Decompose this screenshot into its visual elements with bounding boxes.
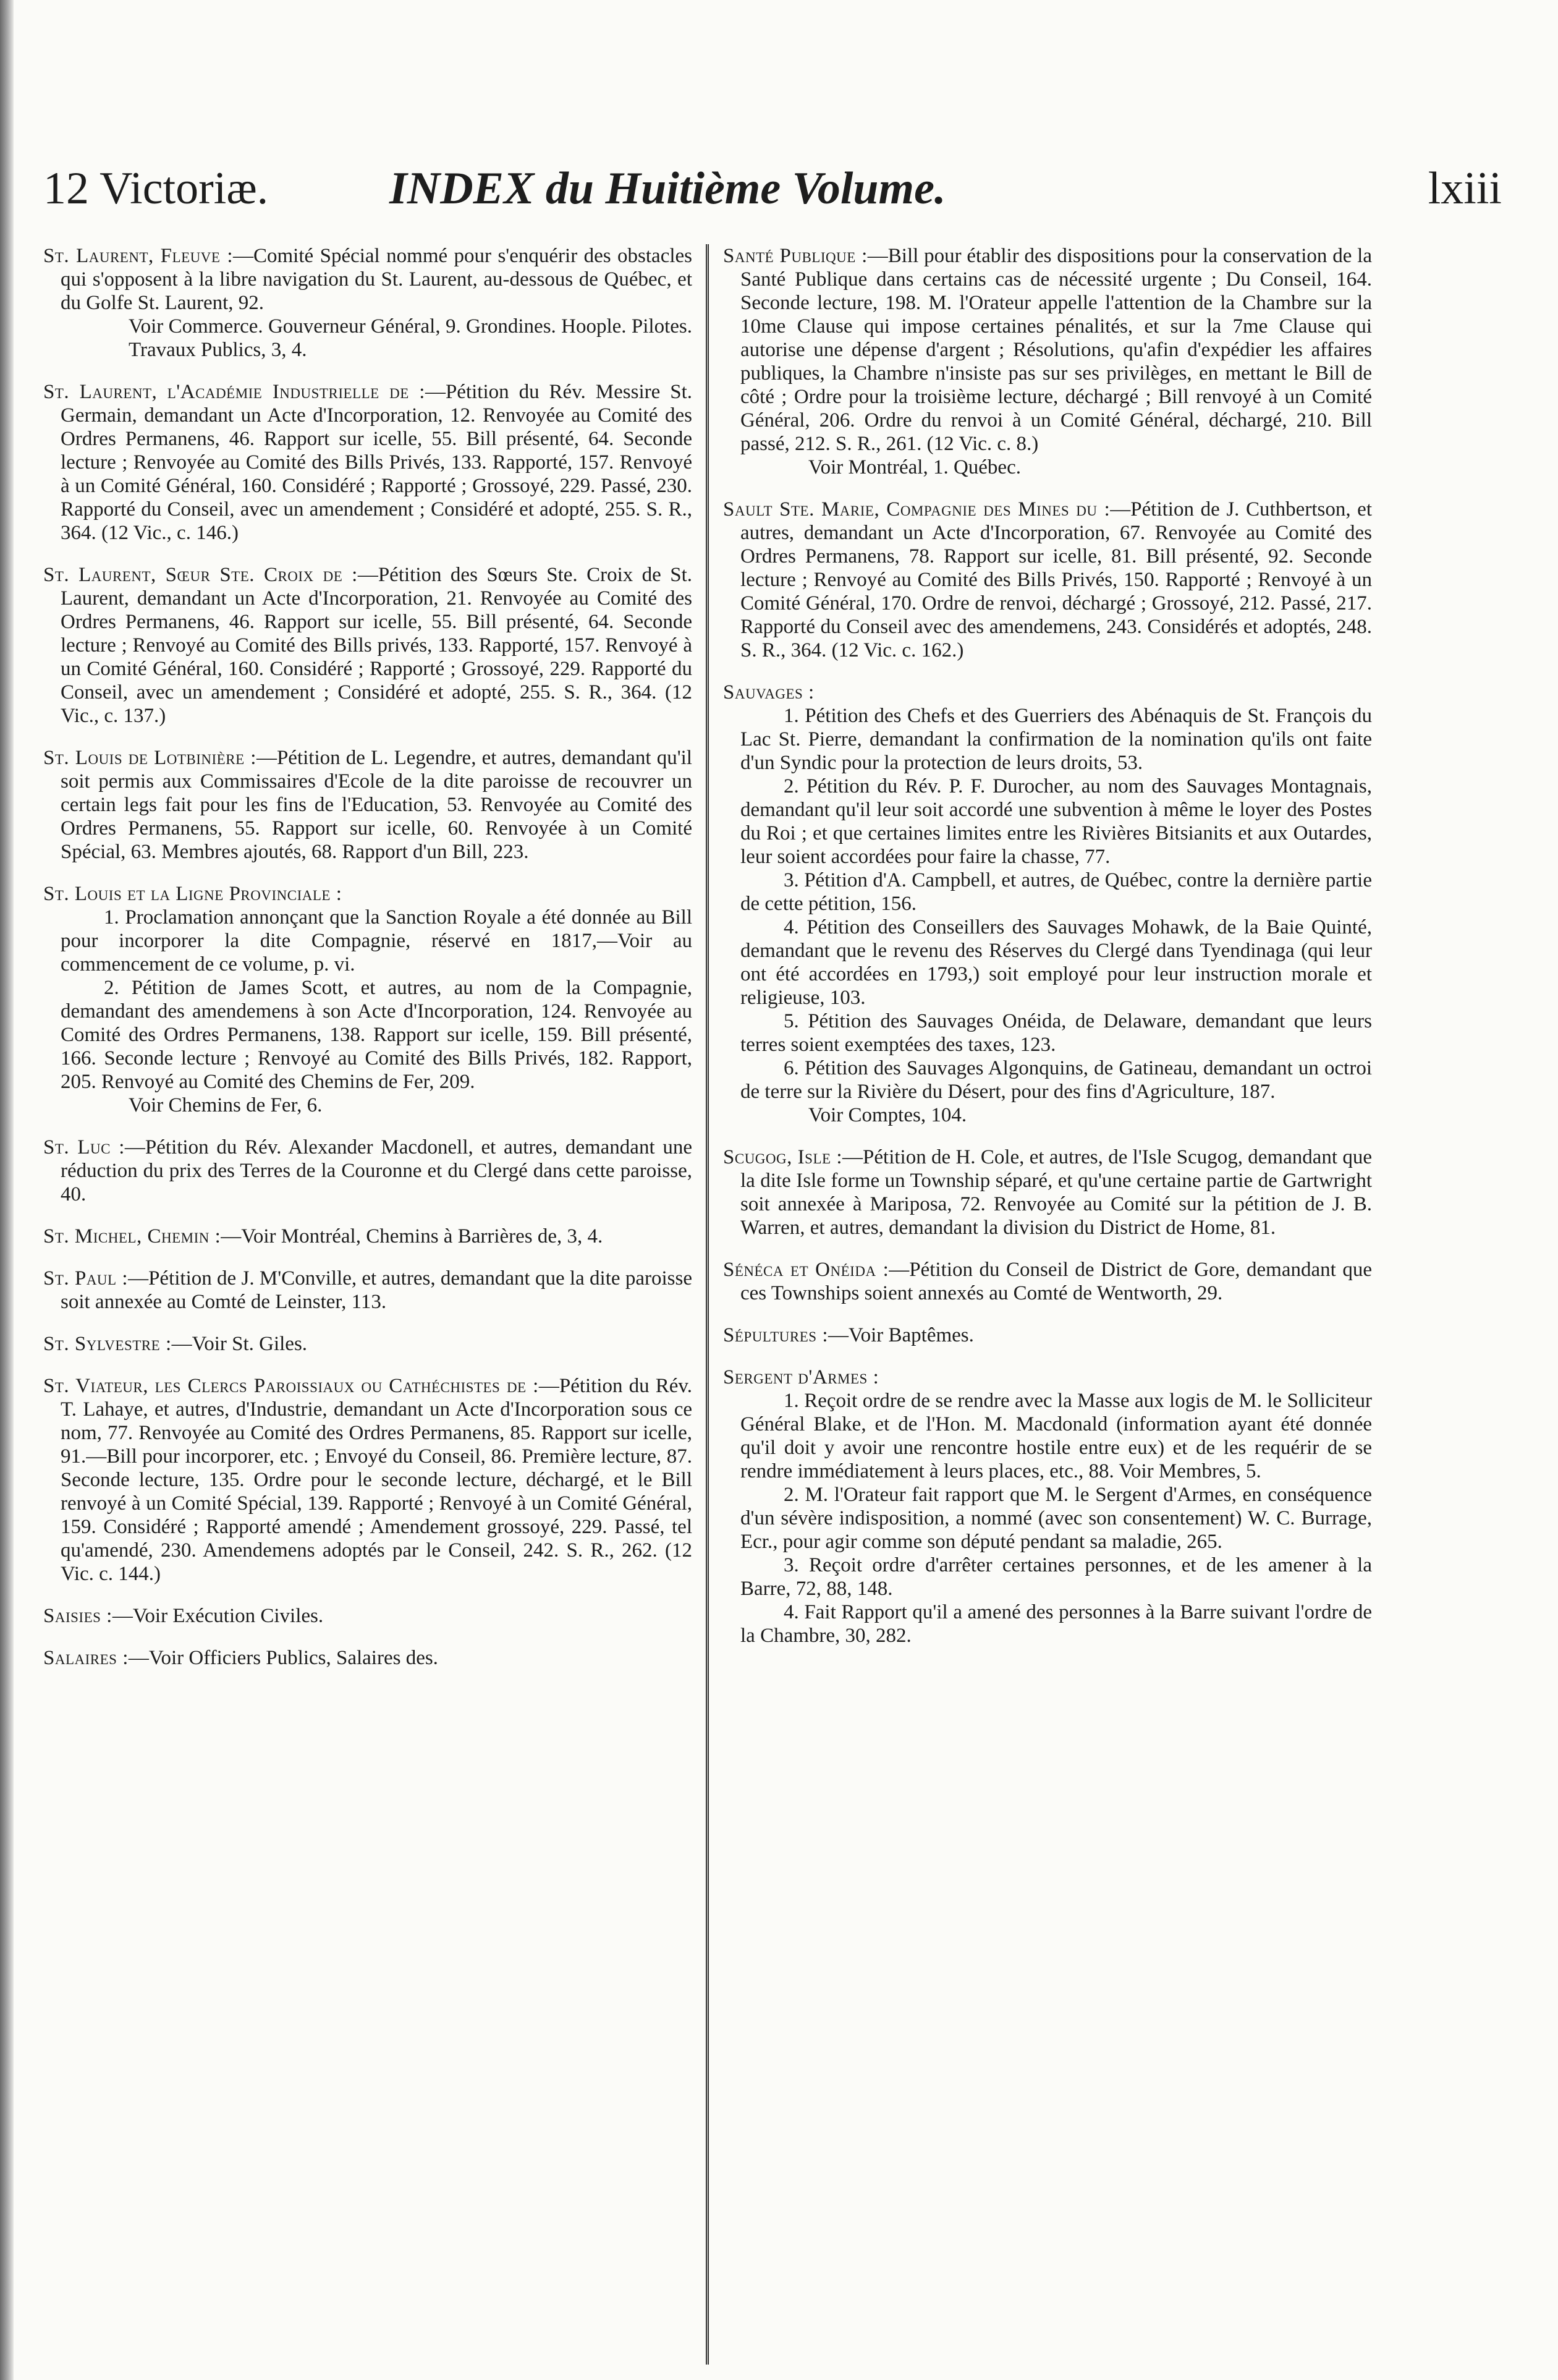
entry-heading: Sault Ste. Marie, Compagnie des Mines du :	[723, 498, 1111, 521]
entry-see-also: Voir Montréal, 1. Québec.	[808, 456, 1021, 478]
entry-body: —Pétition du Conseil de District de Gore, demandant que ces Townships soient annexés au Comté de Wentworth, 29.	[740, 1259, 1372, 1304]
left-column	[43, 244, 692, 1688]
index-entry	[43, 882, 692, 1117]
index-entry	[43, 380, 692, 545]
entry-sub-item: 4. Pétition des Conseillers des Sauvages Mohawk, de la Baie Quinté, demandant que le revenu des Réserves du Clergé dans Tyendinaga (qui leur ont été accordées en 1793,) soit employé pour leur instruction morale et religieuse, 103.	[740, 916, 1372, 1009]
entry-body: —Bill pour établir des dispositions pour la conservation de la Santé Publique dans certains cas de nécessité urgente ; Du Conseil, 164. Seconde lecture, 198. M. l'Orateur appelle l'attention de la Chambre sur la 10me Clause qui impose certaines pénalités, et sur la 7me Clause qui autorise une dépense d'argent ; Résolutions, qu'afin d'expédier les affaires publiques, la Chambre n'insiste pas sur ses privilèges, en mettant le Bill de côté ; Ordre pour la troisième lecture, déchargé ; Bill renvoyé à un Comité Général, 206. Ordre du renvoi à un Comité Général, déchargé, 210. Bill passé, 212. S. R., 261. (12 Vic. c. 8.)	[740, 245, 1372, 455]
entry-body: —Pétition de J. Cuthbertson, et autres, demandant un Acte d'Incorporation, 67. Renvoyée au Comité des Ordres Permanens, 78. Rapport sur icelle, 81. Bill présenté, 92. Seconde lecture ; Renvoyé au Comité des Bills Privés, 150. Rapporté ; Renvoyé à un Comité Général, 170. Ordre de renvoi, déchargé ; Grossoyé, 212. Passé, 217. Rapporté du Conseil avec des amendemens, 243. Considérés et adoptés, 248. S. R., 364. (12 Vic. c. 162.)	[740, 498, 1372, 661]
entry-body: —Voir St. Giles.	[171, 1333, 308, 1355]
entry-heading: St. Laurent, Fleuve :	[43, 245, 233, 267]
index-entry	[43, 244, 692, 362]
index-columns	[43, 244, 1502, 2371]
entry-heading: St. Louis de Lotbinière :	[43, 747, 256, 769]
entry-body: —Voir Baptêmes.	[828, 1324, 974, 1346]
entry-see-also: Voir Chemins de Fer, 6.	[129, 1094, 323, 1116]
entry-sub-item: 5. Pétition des Sauvages Onéida, de Delaware, demandant que leurs terres soient exemptées des taxes, 123.	[740, 1010, 1372, 1056]
index-entry	[723, 681, 1372, 1127]
entry-body: —Pétition des Sœurs Ste. Croix de St. Laurent, demandant un Acte d'Incorporation, 21. Renvoyée au Comité des Ordres Permanens, 46. Rapport sur icelle, 55. Bill présenté, 64. Seconde lecture ; Renvoyé au Comité des Bills privés, 133. Rapporté, 157. Renvoyé à un Comité Général, 160. Considéré ; Rapporté ; Grossoyé, 229. Rapporté du Conseil, avec un amendement ; Considéré et adopté, 255. S. R., 364. (12 Vic., c. 137.)	[61, 564, 692, 727]
entry-heading: Sauvages :	[723, 681, 815, 703]
entry-body: —Comité Spécial nommé pour s'enquérir des obstacles qui s'opposent à la libre navigation du St. Laurent, au-dessous de Québec, et du Golfe St. Laurent, 92.	[61, 245, 692, 314]
index-entry	[43, 1136, 692, 1206]
header-page-number: lxiii	[1428, 163, 1502, 214]
right-column	[723, 244, 1372, 1666]
entry-body: —Voir Officiers Publics, Salaires des.	[128, 1647, 438, 1669]
index-entry	[723, 1366, 1372, 1647]
entry-heading: Santé Publique :	[723, 245, 868, 267]
entry-body: —Pétition du Rév. Alexander Macdonell, et autres, demandant une réduction du prix des Terres de la Couronne et du Clergé dans cette paroisse, 40.	[61, 1136, 692, 1205]
entry-body: —Voir Exécution Civiles.	[112, 1605, 324, 1627]
index-entry	[723, 498, 1372, 662]
index-entry	[723, 244, 1372, 479]
index-entry	[43, 563, 692, 728]
entry-body: —Pétition de H. Cole, et autres, de l'Isle Scugog, demandant que la dite Isle forme un Township séparé, et qu'une certaine partie de Gartwright soit annexée à Mariposa, 72. Renvoyée au Comité sur la pétition de J. B. Warren, et autres, demandant la division du District de Home, 81.	[740, 1146, 1373, 1239]
page-header	[43, 158, 1502, 226]
index-entry	[723, 1324, 1372, 1347]
entry-heading: Scugog, Isle :	[723, 1146, 843, 1168]
entry-sub-item: 4. Fait Rapport qu'il a amené des personnes à la Barre suivant l'ordre de la Chambre, 30, 282.	[740, 1601, 1372, 1647]
header-session: 12 Victoriæ.	[43, 163, 269, 214]
entry-heading: Sépultures :	[723, 1324, 829, 1346]
index-entry	[43, 1332, 692, 1356]
column-divider	[706, 244, 709, 2365]
entry-body: —Pétition de L. Legendre, et autres, demandant qu'il soit permis aux Commissaires d'Ecole de la dite paroisse de recouvrer un certain legs fait pour les fins de l'Education, 53. Renvoyée au Comité des Ordres Permanens, 55. Rapport sur icelle, 60. Renvoyée à un Comité Spécial, 63. Membres ajoutés, 68. Rapport d'un Bill, 223.	[61, 747, 692, 863]
entry-body: —Voir Montréal, Chemins à Barrières de, 3, 4.	[221, 1225, 603, 1247]
entry-sub-item: 6. Pétition des Sauvages Algonquins, de Gatineau, demandant un octroi de terre sur la Rivière du Désert, pour des fins d'Agriculture, 187.	[740, 1057, 1372, 1103]
index-entry	[43, 1604, 692, 1628]
entry-heading: Sergent d'Armes :	[723, 1366, 879, 1388]
entry-heading: St. Paul :	[43, 1267, 129, 1290]
entry-body: —Pétition du Rév. Messire St. Germain, demandant un Acte d'Incorporation, 12. Renvoyée au Comité des Ordres Permanens, 46. Rapport sur icelle, 55. Bill présenté, 64. Seconde lecture ; Renvoyée au Comité des Bills Privés, 133. Rapporté, 157. Renvoyé à un Comité Général, 160. Considéré ; Rapporté ; Grossoyé, 229. Passé, 230. Rapporté du Conseil, avec un amendement ; Considéré et adopté, 255. S. R., 364. (12 Vic., c. 146.)	[61, 381, 692, 544]
index-entry	[43, 746, 692, 864]
index-entry	[43, 1374, 692, 1586]
entry-body: —Pétition de J. M'Conville, et autres, demandant que la dite paroisse soit annexée au Comté de Leinster, 113.	[61, 1267, 692, 1313]
index-entry	[723, 1258, 1372, 1305]
entry-heading: St. Sylvestre :	[43, 1333, 172, 1355]
entry-sub-item: 1. Reçoit ordre de se rendre avec la Masse aux logis de M. le Solliciteur Général Blake, et de l'Hon. M. Macdonald (information ayant été donnée qu'il doit y avoir une rencontre hostile entre eux) et de les requérir de se rendre immédiatement à leurs places, etc., 88. Voir Membres, 5.	[740, 1390, 1372, 1482]
index-entry	[43, 1267, 692, 1314]
entry-heading: Sénéca et Onéida :	[723, 1259, 889, 1281]
entry-heading: Salaires :	[43, 1647, 129, 1669]
entry-sub-item: 1. Pétition des Chefs et des Guerriers des Abénaquis de St. François du Lac St. Pierre, demandant la confirmation de la nomination qu'ils ont faite d'un Syndic pour la protection de leurs droits, 53.	[740, 705, 1372, 774]
entry-see-also: Voir Commerce. Gouverneur Général, 9. Grondines. Hoople. Pilotes. Travaux Publics, 3, 4.	[129, 315, 692, 361]
entry-heading: Saisies :	[43, 1605, 112, 1627]
entry-sub-item: 2. M. l'Orateur fait rapport que M. le Sergent d'Armes, en conséquence d'un sévère indisposition, a nommé (avec son consentement) W. C. Burrage, Ecr., pour agir comme son député pendant sa maladie, 265.	[740, 1484, 1372, 1553]
entry-sub-item: 2. Pétition de James Scott, et autres, au nom de la Compagnie, demandant des amendemens à son Acte d'Incorporation, 124. Renvoyée au Comité des Ordres Permanens, 138. Rapport sur icelle, 159. Bill présenté, 166. Seconde lecture ; Renvoyé au Comité des Bills Privés, 182. Rapport, 205. Renvoyé au Comité des Chemins de Fer, 209.	[61, 977, 692, 1093]
entry-heading: St. Viateur, les Clercs Paroissiaux ou Cathéchistes de :	[43, 1375, 539, 1397]
index-entry	[43, 1225, 692, 1248]
entry-sub-item: 2. Pétition du Rév. P. F. Durocher, au nom des Sauvages Montagnais, demandant qu'il leur soit accordé une subvention à même le loyer des Postes du Roi ; et que certaines limites entre les Rivières Bitsianits et aux Outardes, leur soient accordées pour faire la chasse, 77.	[740, 775, 1372, 868]
entry-see-also: Voir Comptes, 104.	[808, 1104, 967, 1126]
entry-heading: St. Louis et la Ligne Provinciale :	[43, 883, 342, 905]
book-spine-edge	[0, 0, 14, 2380]
index-page	[43, 0, 1514, 2380]
index-entry	[723, 1145, 1372, 1239]
header-title: INDEX du Huitième Volume.	[389, 163, 946, 214]
entry-body: —Pétition du Rév. T. Lahaye, et autres, d'Industrie, demandant un Acte d'Incorporation sous ce nom, 77. Renvoyée au Comité des Ordres Permanens, 85. Rapport sur icelle, 91.—Bill pour incorporer, etc. ; Envoyé du Conseil, 86. Première lecture, 87. Seconde lecture, 135. Ordre pour le seconde lecture, déchargé, et le Bill renvoyé à un Comité Spécial, 139. Rapporté ; Renvoyé à un Comité Général, 159. Considéré ; Rapporté amendé ; Amendement grossoyé, 229. Passé, tel qu'amendé, 230. Amendemens adoptés par le Conseil, 242. S. R., 262. (12 Vic. c. 144.)	[61, 1375, 692, 1585]
entry-heading: St. Luc :	[43, 1136, 125, 1158]
entry-heading: St. Laurent, Sœur Ste. Croix de :	[43, 564, 358, 586]
entry-sub-item: 3. Reçoit ordre d'arrêter certaines personnes, et de les amener à la Barre, 72, 88, 148.	[740, 1554, 1372, 1600]
entry-heading: St. Laurent, l'Académie Industrielle de :	[43, 381, 425, 403]
entry-sub-item: 1. Proclamation annonçant que la Sanction Royale a été donnée au Bill pour incorporer la dite Compagnie, réservé en 1817,—Voir au commencement de ce volume, p. vi.	[61, 906, 692, 975]
entry-heading: St. Michel, Chemin :	[43, 1225, 221, 1247]
index-entry	[43, 1646, 692, 1670]
entry-sub-item: 3. Pétition d'A. Campbell, et autres, de Québec, contre la dernière partie de cette pétition, 156.	[740, 869, 1372, 915]
